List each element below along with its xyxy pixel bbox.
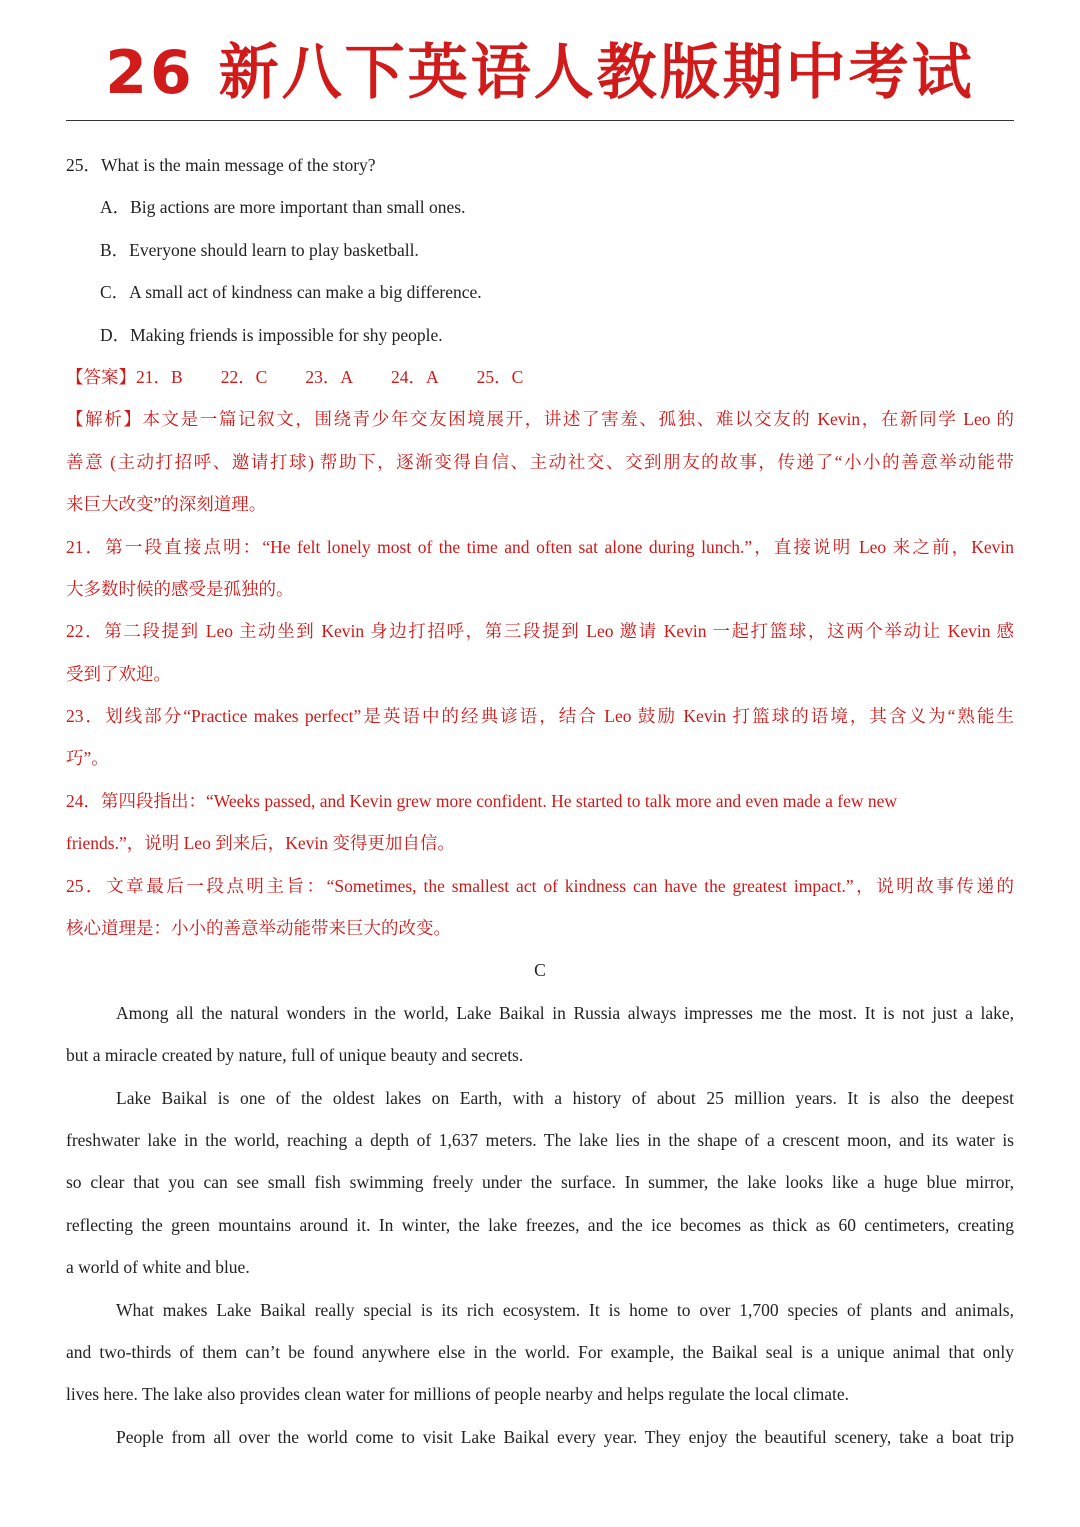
analysis-line: 大多数时候的感受是孤独的。 (66, 578, 294, 599)
analysis-line: 受到了欢迎。 (66, 663, 171, 684)
analysis-line: 22．第二段提到 Leo 主动坐到 Kevin 身边打招呼，第三段提到 Leo 邀请 Kevin 一起打篮球，这两个举动让 Kevin 感 (66, 621, 1014, 642)
analysis-line: 【解析】本文是一篇记叙文，围绕青少年交友困境展开，讲述了害羞、孤独、难以交友的 Kevin，在新同学 Leo 的 (66, 409, 1014, 430)
passage-line: so clear that you can see small fish swimming freely under the surface. In summer, the lake looks like a huge blue mirror, (66, 1172, 1014, 1193)
question-stem: 25．What is the main message of the story? (66, 155, 376, 175)
answer-label: 【答案】 (66, 366, 136, 387)
passage-line: but a miracle created by nature, full of unique beauty and secrets. (66, 1045, 524, 1066)
analysis-line: friends.”，说明 Leo 到来后，Kevin 变得更加自信。 (66, 833, 455, 854)
analysis-line: 来巨大改变”的深刻道理。 (66, 494, 267, 515)
passage-line: What makes Lake Baikal really special is its rich ecosystem. It is home to over 1,700 species of plants and animals, (116, 1299, 1014, 1320)
answer-key (66, 356, 1014, 398)
analysis-line: 25．文章最后一段点明主旨：“Sometimes, the smallest act of kindness can have the greatest impact.”，说明故事传递的 (66, 875, 1014, 896)
analysis-line: 23．划线部分“Practice makes perfect”是英语中的经典谚语，结合 Leo 鼓励 Kevin 打篮球的语境，其含义为“熟能生 (66, 706, 1014, 727)
option-d: D．Making friends is impossible for shy people. (100, 324, 443, 345)
passage-line: Among all the natural wonders in the world, Lake Baikal in Russia always impresses me the most. It is not just a lake, (116, 1002, 1014, 1023)
answer-item: 23．A (305, 366, 354, 387)
answer-item: 21．B (136, 366, 183, 387)
analysis-line: 善意 (主动打招呼、邀请打球) 帮助下，逐渐变得自信、主动社交、交到朋友的故事，传递了“小小的善意举动能带 (66, 451, 1014, 472)
option-b: B．Everyone should learn to play basketball. (100, 239, 419, 260)
title-divider (66, 120, 1014, 121)
analysis-line: 21．第一段直接点明：“He felt lonely most of the time and often sat alone during lunch.”，直接说明 Leo 来之前，Kevin (66, 536, 1014, 557)
passage-line: People from all over the world come to visit Lake Baikal every year. They enjoy the beautiful scenery, take a boat trip (116, 1426, 1014, 1447)
passage-line: freshwater lake in the world, reaching a depth of 1,637 meters. The lake lies in the shape of a crescent moon, and its water is (66, 1129, 1014, 1150)
document-body (66, 144, 1014, 1458)
passage-line: a world of white and blue. (66, 1257, 250, 1278)
analysis-line: 巧”。 (66, 748, 109, 769)
option-c: C．A small act of kindness can make a big difference. (100, 282, 482, 303)
page-title: 26 新八下英语人教版期中考试 (105, 38, 975, 108)
passage-line: reflecting the green mountains around it. In winter, the lake freezes, and the ice becomes as thick as 60 centimeters, creating (66, 1214, 1014, 1235)
passage-line: lives here. The lake also provides clean water for millions of people nearby and helps regulate the local climate. (66, 1384, 849, 1405)
answer-item: 25．C (476, 366, 524, 387)
passage-line: Lake Baikal is one of the oldest lakes on Earth, with a history of about 25 million years. It is also the deepest (116, 1087, 1014, 1108)
answer-item: 24．A (391, 366, 439, 387)
analysis-line: 核心道理是：小小的善意举动能带来巨大的改变。 (66, 918, 451, 939)
answer-item: 22．C (220, 366, 268, 387)
passage-line: and two-thirds of them can’t be found anywhere else in the world. For example, the Baikal seal is a unique animal that only (66, 1341, 1014, 1362)
passage-label: C (534, 960, 546, 981)
analysis-line: 24．第四段指出：“Weeks passed, and Kevin grew more confident. He started to talk more and even made a few new (66, 790, 898, 811)
option-a: A．Big actions are more important than small ones. (100, 197, 466, 218)
